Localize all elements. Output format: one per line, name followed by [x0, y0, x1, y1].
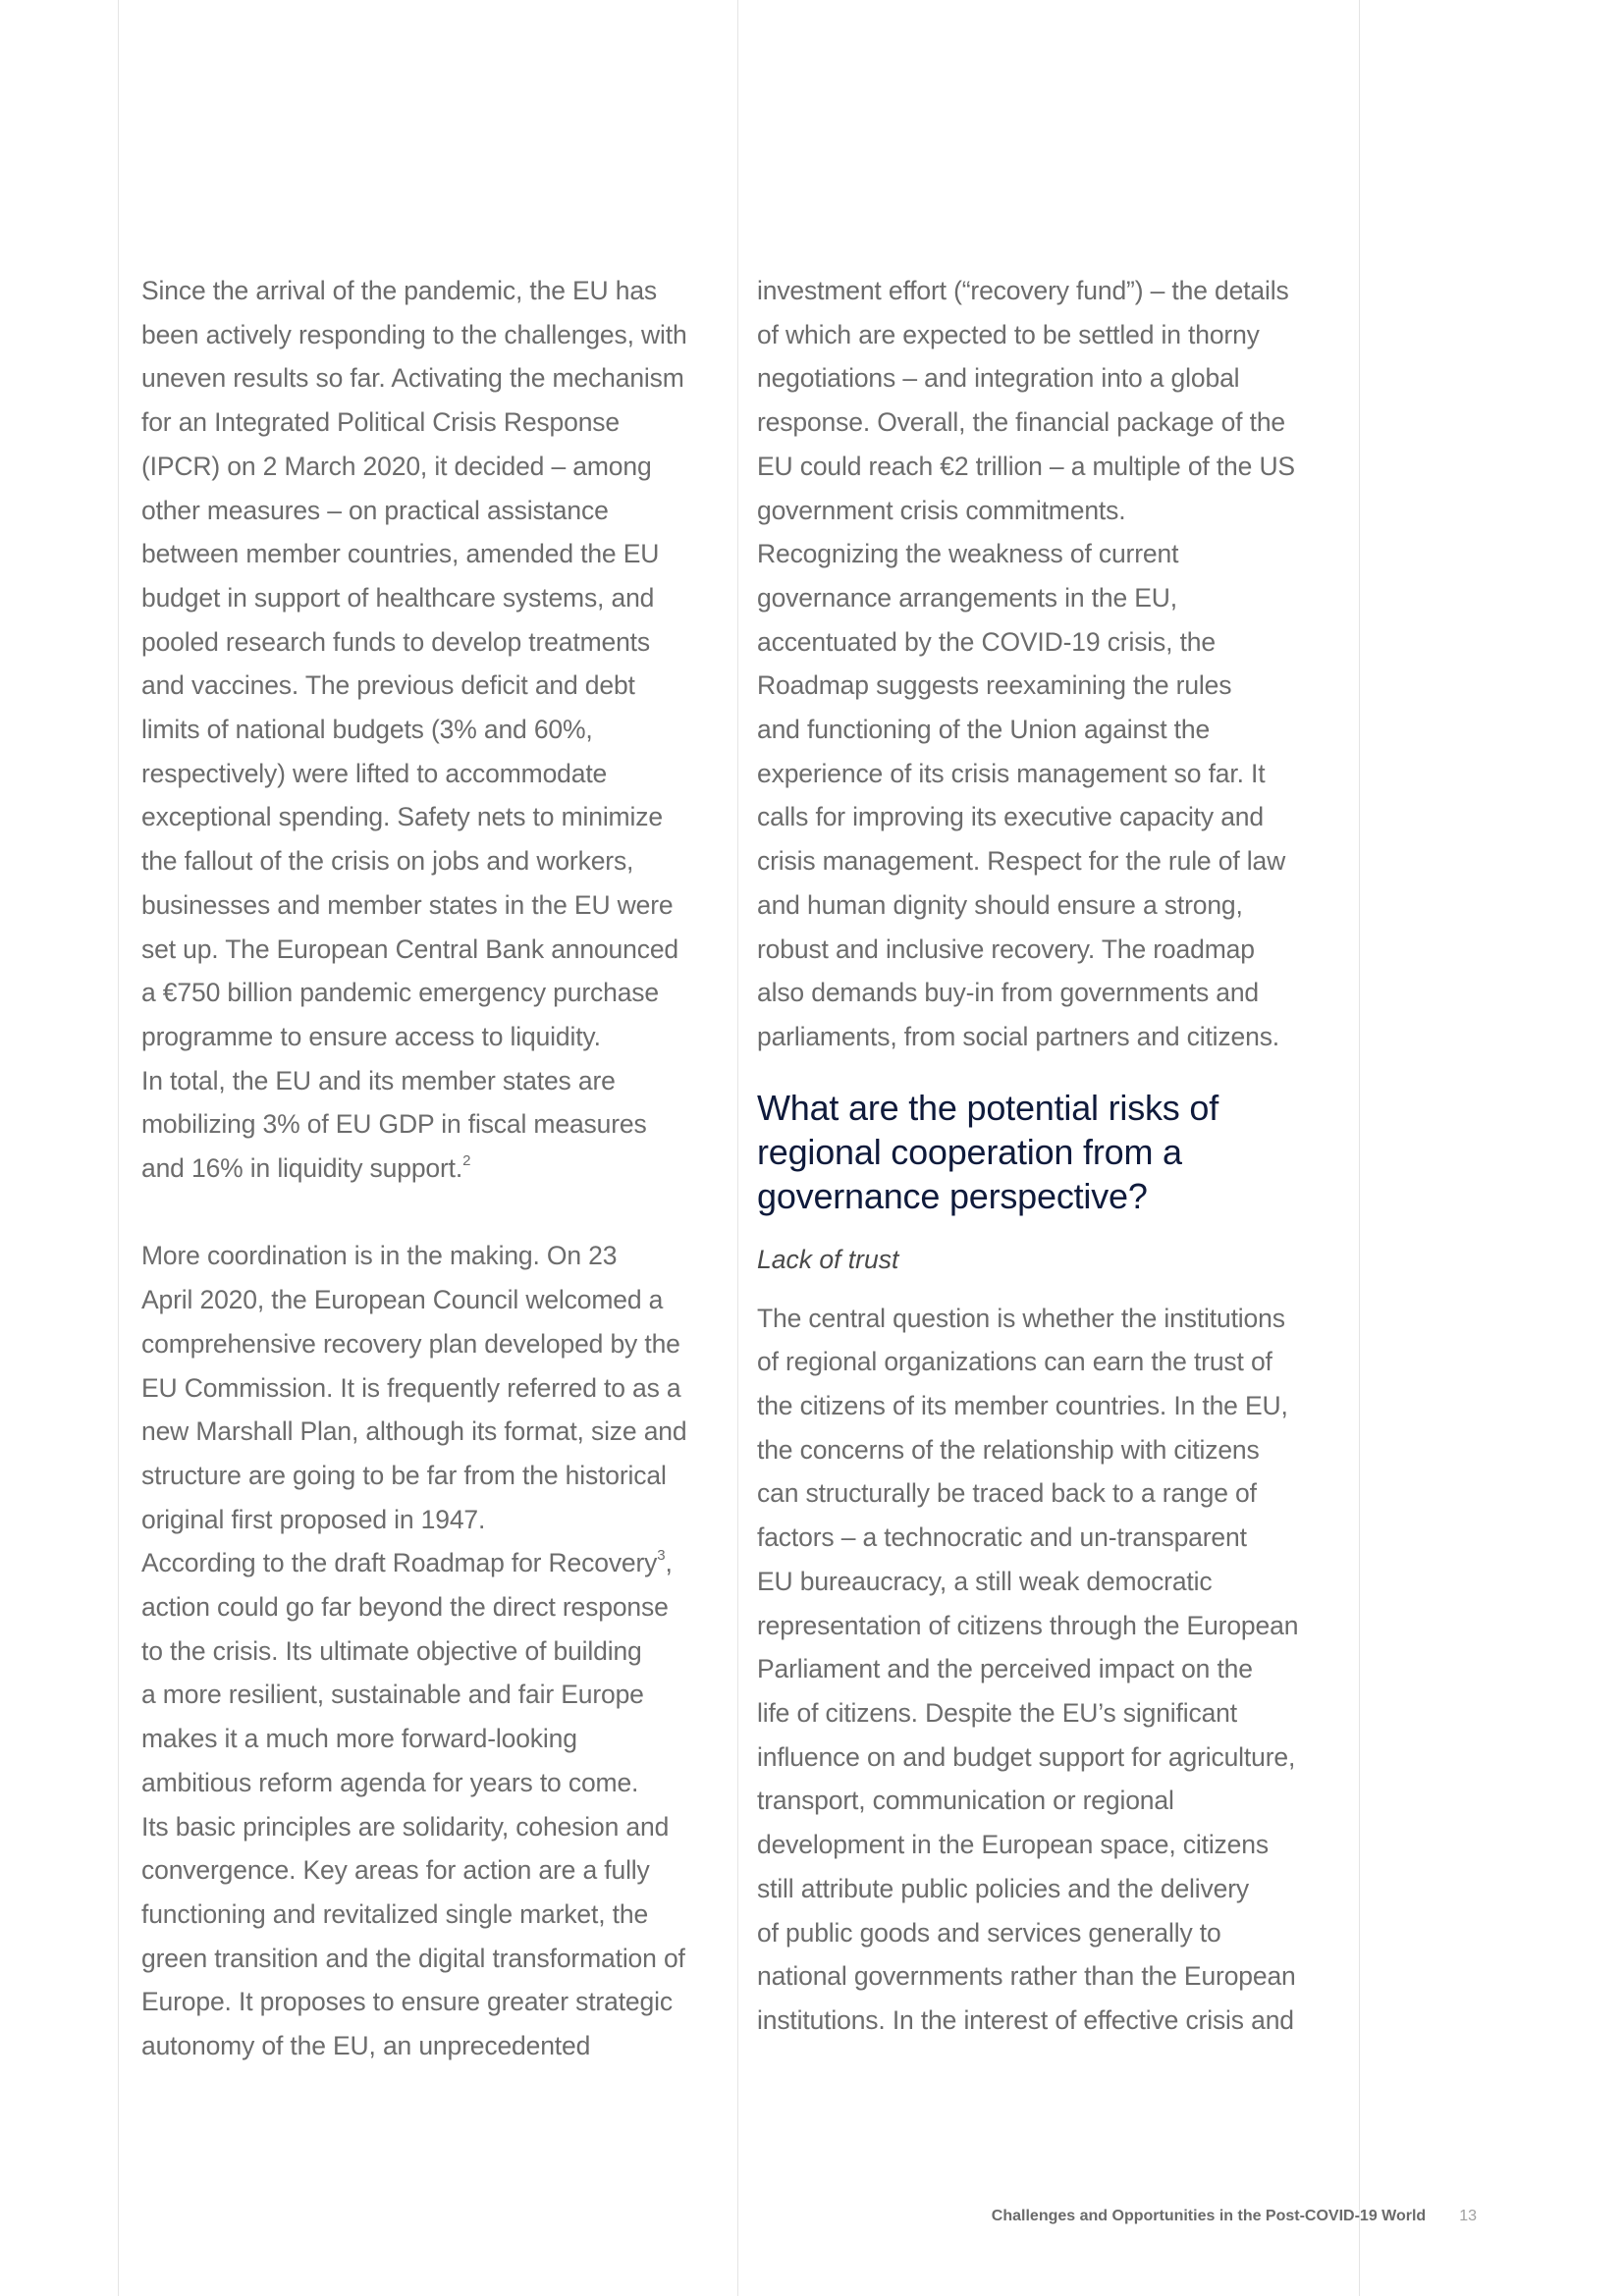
text-line: and vaccines. The previous deficit and debt [141, 670, 635, 701]
text-line: makes it a much more forward-looking [141, 1724, 577, 1754]
text-line: of which are expected to be settled in thorny [757, 319, 1260, 349]
text-line: institutions. In the interest of effective crisis and [757, 2004, 1294, 2035]
text-line: development in the European space, citizens [757, 1830, 1269, 1860]
heading-line: governance perspective? [757, 1175, 1148, 1216]
text-line: transport, communication or regional [757, 1786, 1174, 1816]
text-line: EU bureaucracy, a still weak democratic [757, 1566, 1213, 1596]
left-column [141, 269, 711, 2068]
page-footer [972, 2208, 1477, 2225]
text-line: governance arrangements in the EU, [757, 582, 1177, 613]
left-paragraph-1 [141, 269, 711, 1147]
text-line: robust and inclusive recovery. The roadmap [757, 934, 1255, 964]
page-number: 13 [1459, 2208, 1477, 2224]
text-line: of regional organizations can earn the trust of [757, 1347, 1272, 1377]
text-line: exceptional spending. Safety nets to minimize [141, 802, 663, 832]
text-line: representation of citizens through the European [757, 1610, 1299, 1640]
text-line: calls for improving its executive capacity and [757, 802, 1264, 832]
text-line: Parliament and the perceived impact on the [757, 1654, 1253, 1684]
text-line: green transition and the digital transformation of [141, 1943, 685, 1973]
text-line: can structurally be traced back to a range of [757, 1478, 1257, 1509]
text-line: life of citizens. Despite the EU’s significant [757, 1697, 1237, 1728]
text-line: Roadmap suggests reexamining the rules [757, 670, 1232, 701]
text-line: a more resilient, sustainable and fair Europe [141, 1680, 644, 1710]
text-line: the citizens of its member countries. In the EU, [757, 1391, 1288, 1421]
text-line: Since the arrival of the pandemic, the EU has [141, 276, 658, 305]
text-line: national governments rather than the European [757, 1961, 1296, 1992]
text-line: limits of national budgets (3% and 60%, [141, 715, 593, 745]
column-rule-left [118, 0, 119, 2296]
text-line: pooled research funds to develop treatments [141, 626, 650, 657]
text-line: a €750 billion pandemic emergency purchase [141, 978, 659, 1008]
text-line: convergence. Key areas for action are a fully [141, 1855, 650, 1886]
text-line: other measures – on practical assistance [141, 495, 609, 525]
section-subheading: Lack of trust [757, 1244, 899, 1274]
text-line: EU Commission. It is frequently referred to as a [141, 1372, 681, 1403]
column-rule-middle [737, 0, 738, 2296]
heading-line: What are the potential risks of [757, 1087, 1219, 1128]
text-line: budget in support of healthcare systems, and [141, 582, 655, 613]
left-paragraph-1-last-line: and 16% in liquidity support.$^2$ [141, 1152, 471, 1184]
right-paragraph-2 [757, 532, 1336, 1058]
text-line: and human dignity should ensure a strong, [757, 889, 1243, 920]
column-rule-right [1359, 0, 1360, 2296]
text-line: action could go far beyond the direct response [141, 1592, 669, 1623]
text-line: also demands buy-in from governments and [757, 978, 1260, 1008]
footnote-ref-2[interactable]: 2 [462, 1152, 471, 1170]
text-line: the concerns of the relationship with citizens [757, 1434, 1260, 1465]
footnote-ref-3[interactable]: 3 [657, 1547, 666, 1565]
left-paragraph-3 [141, 1585, 711, 2068]
text-line: been actively responding to the challenges, with [141, 319, 687, 349]
heading-line: regional cooperation from a [757, 1131, 1182, 1172]
text-line: parliaments, from social partners and citizens. [757, 1021, 1280, 1051]
right-column [757, 269, 1336, 2043]
text-line: negotiations – and integration into a global [757, 363, 1240, 394]
section-heading [757, 1086, 1336, 1218]
text-line: respectively) were lifted to accommodate [141, 758, 608, 788]
text-line: still attribute public policies and the delivery [757, 1873, 1249, 1903]
text-line: investment effort (“recovery fund”) – the details [757, 276, 1289, 305]
text-line: More coordination is in the making. On 23 [141, 1241, 618, 1271]
text-line: businesses and member states in the EU were [141, 889, 674, 920]
text-line: the fallout of the crisis on jobs and workers, [141, 846, 634, 877]
text-line: structure are going to be far from the historical [141, 1460, 667, 1490]
text-line: (IPCR) on 2 March 2020, it decided – among [141, 451, 652, 481]
text-line: programme to ensure access to liquidity. [141, 1021, 601, 1051]
text-line: In total, the EU and its member states are [141, 1065, 616, 1095]
text-line: response. Overall, the financial package of the [757, 407, 1285, 438]
text-line: functioning and revitalized single market, the [141, 1899, 649, 1929]
text-line: set up. The European Central Bank announced [141, 934, 679, 964]
text-line: government crisis commitments. [757, 495, 1126, 525]
text-line: comprehensive recovery plan developed by the [141, 1328, 680, 1359]
text-line: Its basic principles are solidarity, cohesion and [141, 1811, 670, 1842]
text-line: mobilizing 3% of EU GDP in fiscal measures [141, 1109, 647, 1140]
text-line: The central question is whether the institutions [757, 1303, 1285, 1333]
right-paragraph-1 [757, 269, 1336, 532]
text-line: uneven results so far. Activating the mechanism [141, 363, 684, 394]
text-line: between member countries, amended the EU [141, 539, 660, 569]
text-line: original first proposed in 1947. [141, 1504, 486, 1534]
text-line: to the crisis. Its ultimate objective of building [141, 1635, 642, 1666]
footer-report-title: Challenges and Opportunities in the Post-COVID-19 World [991, 2208, 1427, 2224]
text-line: and functioning of the Union against the [757, 715, 1211, 745]
left-paragraph-3-first-line: According to the draft Roadmap for Recovery$^3$, [141, 1547, 673, 1578]
left-paragraph-2 [141, 1234, 711, 1541]
text-line: factors – a technocratic and un-transparent [757, 1522, 1247, 1553]
text-line: of public goods and services generally to [757, 1917, 1221, 1948]
text-line: ambitious reform agenda for years to come. [141, 1767, 639, 1797]
text-line: autonomy of the EU, an unprecedented [141, 2031, 591, 2061]
text-line: for an Integrated Political Crisis Response [141, 407, 620, 438]
text-line: influence on and budget support for agriculture, [757, 1741, 1296, 1772]
right-paragraph-3 [757, 1297, 1336, 2043]
text-line: Recognizing the weakness of current [757, 539, 1179, 569]
text-line: Europe. It proposes to ensure greater strategic [141, 1987, 673, 2017]
text-line: EU could reach €2 trillion – a multiple of the US [757, 451, 1295, 481]
text-line: accentuated by the COVID-19 crisis, the [757, 626, 1216, 657]
text-line: crisis management. Respect for the rule of law [757, 846, 1286, 877]
text-line: experience of its crisis management so far. It [757, 758, 1266, 788]
text-line: April 2020, the European Council welcomed a [141, 1285, 664, 1315]
text-line: new Marshall Plan, although its format, size and [141, 1416, 687, 1447]
